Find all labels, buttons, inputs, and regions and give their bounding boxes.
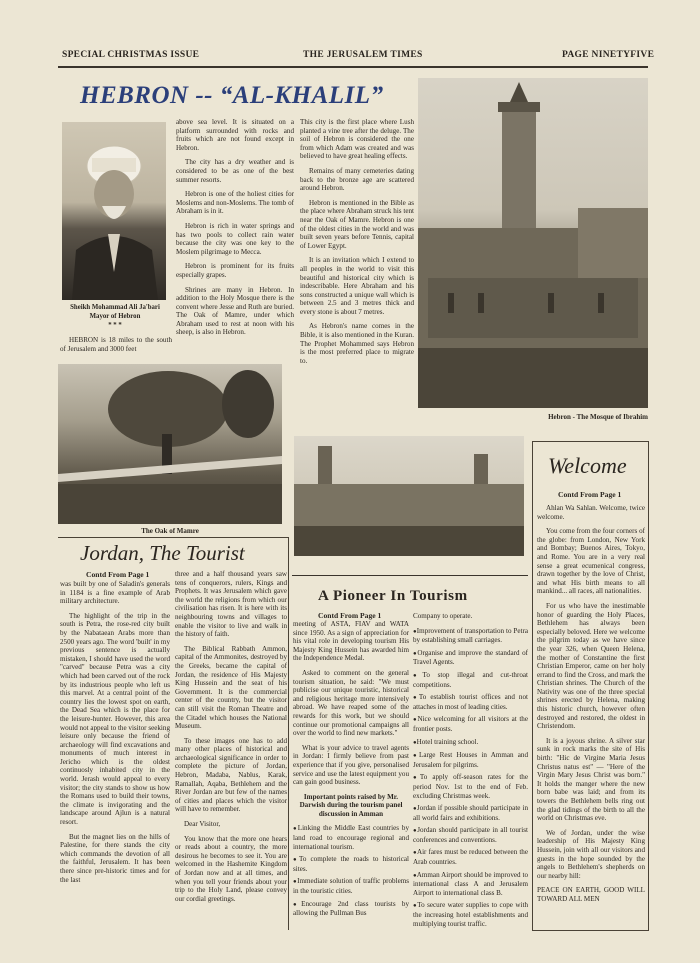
- pioneer-title: A Pioneer In Tourism: [318, 588, 468, 604]
- pioneer-bullet: ● Immediate solution of traffic problems in the touristic cities.: [293, 877, 409, 895]
- hebron-col1-p1: HEBRON is 18 miles to the south of Jerusalem and 3000 feet: [60, 336, 172, 353]
- welcome-p1: Ahlan Wa Sahlan. Welcome, twice welcome.: [537, 504, 645, 521]
- pioneer-bullet: ● Nice welcoming for all visitors at the frontier posts.: [413, 715, 528, 733]
- hebron-col3-p5: As Hebron's name comes in the Bible, it is also mentioned in the Kuran. The Prophet Mohammed says Hebron is the most preferred place to migrate to.: [300, 322, 414, 365]
- welcome-p3: For us who have the inestimable honor of guarding the Holy Places, Bethlehem has always been especially beloved. Here we welcome the pilgrim today as we have since the year 326, when Queen Helena, the mother of Constantine the first Christian Emperor, came on her holy errand to find the Cross, and mark the Christian shrines. The Church of the Nativity was one of the three special shrines erected by Helena, making this historic church, however often destroyed and restored, the oldest in Christendom.: [537, 601, 645, 731]
- pioneer-col2-bullets: [413, 627, 528, 928]
- welcome-title: Welcome: [548, 453, 627, 478]
- jordan-col2-p3: To these images one has to add many other places of historical and archaeological significance in order to complete the picture of Jordan, Hebron, Madaba, Nablus, Karak, Ramallah, Aqaba, Bethlehem and the River Jordan are but few of the names of cities and places which the visitor will have to remember.: [175, 736, 287, 814]
- pioneer-bullet: ● To secure water supplies to cope with the increasing hotel establishments and multiplying tourist traffic.: [413, 901, 528, 928]
- hebron-col2-p5: Hebron is prominent for its fruits especially grapes.: [176, 262, 294, 279]
- pioneer-contd: Contd From Page 1: [318, 611, 382, 620]
- hebron-col3-text: [300, 118, 414, 418]
- portrait-caption-stars: * * *: [108, 322, 122, 329]
- jordan-contd: Contd From Page 1: [86, 570, 150, 579]
- jordan-col2-p5: You know that the more one hears or reads about a country, the more desirous he becomes to see it. You are welcomed in the Hashemite Kingdom of Jordan now and at all times, and when you tell your friends about your trip to the Holy Land, please convey our cordial greetings.: [175, 834, 287, 903]
- mackepellah-illustration: [294, 436, 524, 556]
- hebron-col2-p6: Shrines are many in Hebron. In addition to the Holy Mosque there is the convent where Jesse and Ruth are buried. The Oak of Mamre, under which Abraham used to rest at noon with his sheep, is also in Hebron.: [176, 285, 294, 337]
- pioneer-col2-first: Company to operate.: [413, 612, 473, 620]
- mosque-ibrahim-photo: [418, 78, 648, 408]
- pioneer-col1-p1: meeting of ASTA, FIAV and WATA since 1950. As a sign of appreciation for his vital role in developing tourism His Majesty King Hussein has awarded him the Independence Medal.: [293, 620, 409, 663]
- hebron-title: HEBRON -- “AL-KHALIL”: [80, 82, 384, 109]
- newspaper-name: THE JERUSALEM TIMES: [303, 50, 423, 60]
- portrait-caption-title: Mayor of Hebron: [89, 313, 141, 320]
- jordan-col2-text: [175, 570, 287, 928]
- header-rule: [58, 66, 648, 68]
- pioneer-col2-text: [413, 612, 528, 928]
- pioneer-bullet: ● Jordan should participate in all tourist conferences and conventions.: [413, 826, 528, 844]
- hebron-col3-p4: It is an invitation which I extend to all peoples in the world to visit this beautiful and historical city which is indescribable. Here Abraham and his sons constructed a unique wall which is between 2.5 and 3 metres thick and every stone is about 7 metres.: [300, 256, 414, 316]
- sheikh-portrait-illustration: [62, 122, 166, 300]
- mosque-ibrahim-illustration: [418, 78, 648, 408]
- pioneer-col1-bullets: [293, 824, 409, 917]
- hebron-col2-p4: Hebron is rich in water springs and has two pools to collect rain water because the city was one key to the Moslem pilgrimage to Mecca.: [176, 221, 294, 256]
- pioneer-bullet: ● Linking the Middle East countries by land road to encourage regional and international tourism.: [293, 824, 409, 851]
- pioneer-col1-text: [293, 620, 409, 928]
- hebron-col3-p3: Hebron is mentioned in the Bible as the place where Abraham struck his tent near the Oak of Mamre. Hebron is one of the oldest cities in the world and was built seven years before Tennis, capital of Lower Egypt.: [300, 198, 414, 250]
- pioneer-important-points: Important points raised by Mr. Darwish during the tourism panel discussion in Amman: [299, 792, 403, 818]
- jordan-col1-p1: was built by one of Saladin's generals in 1184 is a fine example of Arab military architecture.: [60, 580, 170, 606]
- pioneer-bullet: ● Encourage 2nd class tourists by allowing the Pullman Bus: [293, 900, 409, 918]
- welcome-text: [537, 504, 645, 924]
- jordan-col2-p2: The Biblical Rabbath Ammon, capital of the Ammonites, destroyed by the Greeks, became the capital of Jordan, the residence of His Majesty King Hussein and the seat of his Government. It is the commercial center of the country, but the visitor can still visit the Roman Theatre and the Citadel which houses the National Museum.: [175, 644, 287, 731]
- hebron-col2-p3: Hebron is one of the holiest cities for Moslems and non-Moslems. The tomb of Abraham is in it.: [176, 190, 294, 216]
- jordan-col1-p2: The highlight of the trip in the south is Petra, the rose-red city built by the Nabataean Arabs more than 2500 years ago. The word 'built' in my previous sentence is actually mistaken, I should have used the word "carved" because Petra was a city which had been carved out of the rock by its industrious people who left us this marvel. At a central point of the country lies the lowest spot on earth, the Dead Sea which is the place for the leisure-hunter. However, this area would not appeal to the visitor seeking leisure only because the friend of archaeology will find excavations and monuments of much interest in Jericho which is the oldest continuosly inhabited city in the world. Jerash would appeal to every visitor; the city stands to show us how the Romans used to build their towns, the climate is invigorating and the landscape around Ajlun is a natural resort.: [60, 611, 170, 827]
- portrait-photo: [62, 122, 166, 300]
- jordan-title: Jordan, The Tourist: [80, 541, 245, 565]
- welcome-closing: PEACE ON EARTH, GOOD WILL TOWARD ALL MEN: [537, 886, 645, 903]
- pioneer-bullet: ● To apply off-season rates for the period Nov. 1st to the end of Feb. excluding Christmas week.: [413, 773, 528, 800]
- welcome-p2: You come from the four corners of the globe: from London, New York and Bombay; Buenos Aires, Tokyo, and Rome. You are in a very real sense a great ecumenical congress, drawn together by the love of Christ, and what His birth means to all mankind... all races, all nationalities.: [537, 527, 645, 596]
- pioneer-col1-p2: Asked to comment on the general tourism situation, he said: "We must publicise our unique touristic, historical and religious heritage more intensively abroad. We have reaped some of the rewards for this work, but we should continue our promotional campaigns all over the world to find new markets.": [293, 668, 409, 738]
- page-number: PAGE NINETYFIVE: [562, 50, 655, 60]
- pioneer-bullet: ● Large Rest Houses in Amman and Jerusalem for pilgrims.: [413, 751, 528, 769]
- oak-mamre-photo: [58, 364, 282, 524]
- welcome-p5: We of Jordan, under the wise leadership of His Majesty King Hussein, join with all our visitors and guests in the hope sounded by the angels to Bethlehem's shepherds on our nearby hill:: [537, 828, 645, 880]
- hebron-col2-p2: The city has a dry weather and is considered to be as one of the best summer resorts.: [176, 158, 294, 184]
- pioneer-bullet: ● Improvement of transportation to Petra by establishing small carriages.: [413, 627, 528, 645]
- pioneer-bullet: ● To complete the roads to historical sites.: [293, 855, 409, 873]
- pioneer-bullet: ● Amman Airport should be improved to international class A and Jerusalem Airport to international class B.: [413, 871, 528, 898]
- mackepellah-photo: [294, 436, 524, 556]
- jordan-col2-p4: Dear Visitor,: [184, 820, 221, 829]
- jordan-col2-p1: three and a half thousand years saw tens of conquerors, rulers, Kings and Prophets. It was Jerusalem which gave the world the religions from which our civilisation has risen. It is here with its neighbouring towns and villages to enable the visitor to live and walk in the history of faith.: [175, 570, 287, 639]
- oak-mamre-caption: The Oak of Mamre: [141, 527, 199, 535]
- pioneer-bullet: ● Organise and improve the standard of Travel Agents.: [413, 649, 528, 667]
- portrait-caption-name: Sheikh Mohammad Ali Ja'bari: [70, 304, 160, 311]
- oak-mamre-illustration: [58, 364, 282, 524]
- pioneer-bullet: ● Jordan if possible should participate in all world fairs and exhibitions.: [413, 804, 528, 822]
- pioneer-top-rule: [292, 575, 528, 576]
- pioneer-bullet: ● Hotel training school.: [413, 738, 528, 748]
- hebron-col3-p2: Remains of many cemeteries dating back to the bronze age are scattered around Hebron.: [300, 166, 414, 193]
- jordan-col1-text: [60, 580, 170, 928]
- jordan-col1-p3: But the magnet lies on the hills of Palestine, for there stands the city which commands the devotion of all the faithful, Jerusalem. It has been there since pre-historic times and for the last: [60, 832, 170, 884]
- mosque-ibrahim-caption: Hebron - The Mosque of Ibrahim: [548, 413, 648, 421]
- pioneer-bullet: ● To establish tourist offices and not attaches in most of leading cities.: [413, 693, 528, 711]
- hebron-col3-p1: This city is the first place where Lush planted a vine tree after the deluge. The soil of Hebron is considered the one from which Adam was created and was believed to have great healing effects.: [300, 118, 414, 161]
- hebron-col2-p1: above sea level. It is situated on a platform surrounded with rocks and fruits which are not found except in Hebron.: [176, 118, 294, 152]
- hebron-col2-text: [176, 118, 294, 360]
- pioneer-col1-p3: What is your advice to travel agents in Jordan: I firmly believe from past experience that if you give, personalised service and use the latest equipment you can gain good business.: [293, 743, 409, 787]
- pioneer-bullet: ● To stop illegal and cut-throat competitions.: [413, 671, 528, 689]
- hebron-col1-text: [60, 336, 172, 358]
- pioneer-bullet: ● Air fares must be reduced between the Arab countries.: [413, 848, 528, 866]
- welcome-contd: Contd From Page 1: [558, 490, 622, 499]
- issue-label: SPECIAL CHRISTMAS ISSUE: [62, 50, 200, 60]
- welcome-p4: It is a joyous shrine. A silver star sunk in rock marks the site of His birth: "Hic de Virgine Maria Jesus Christus natus est" — "Here of the Virgin Mary Jesus Christ was born." It holds the manger where the new born babe was laid; and from its towers the Bethlehem bells ring out the glad tidings of the birth to all the world on Christmas eve.: [537, 736, 645, 823]
